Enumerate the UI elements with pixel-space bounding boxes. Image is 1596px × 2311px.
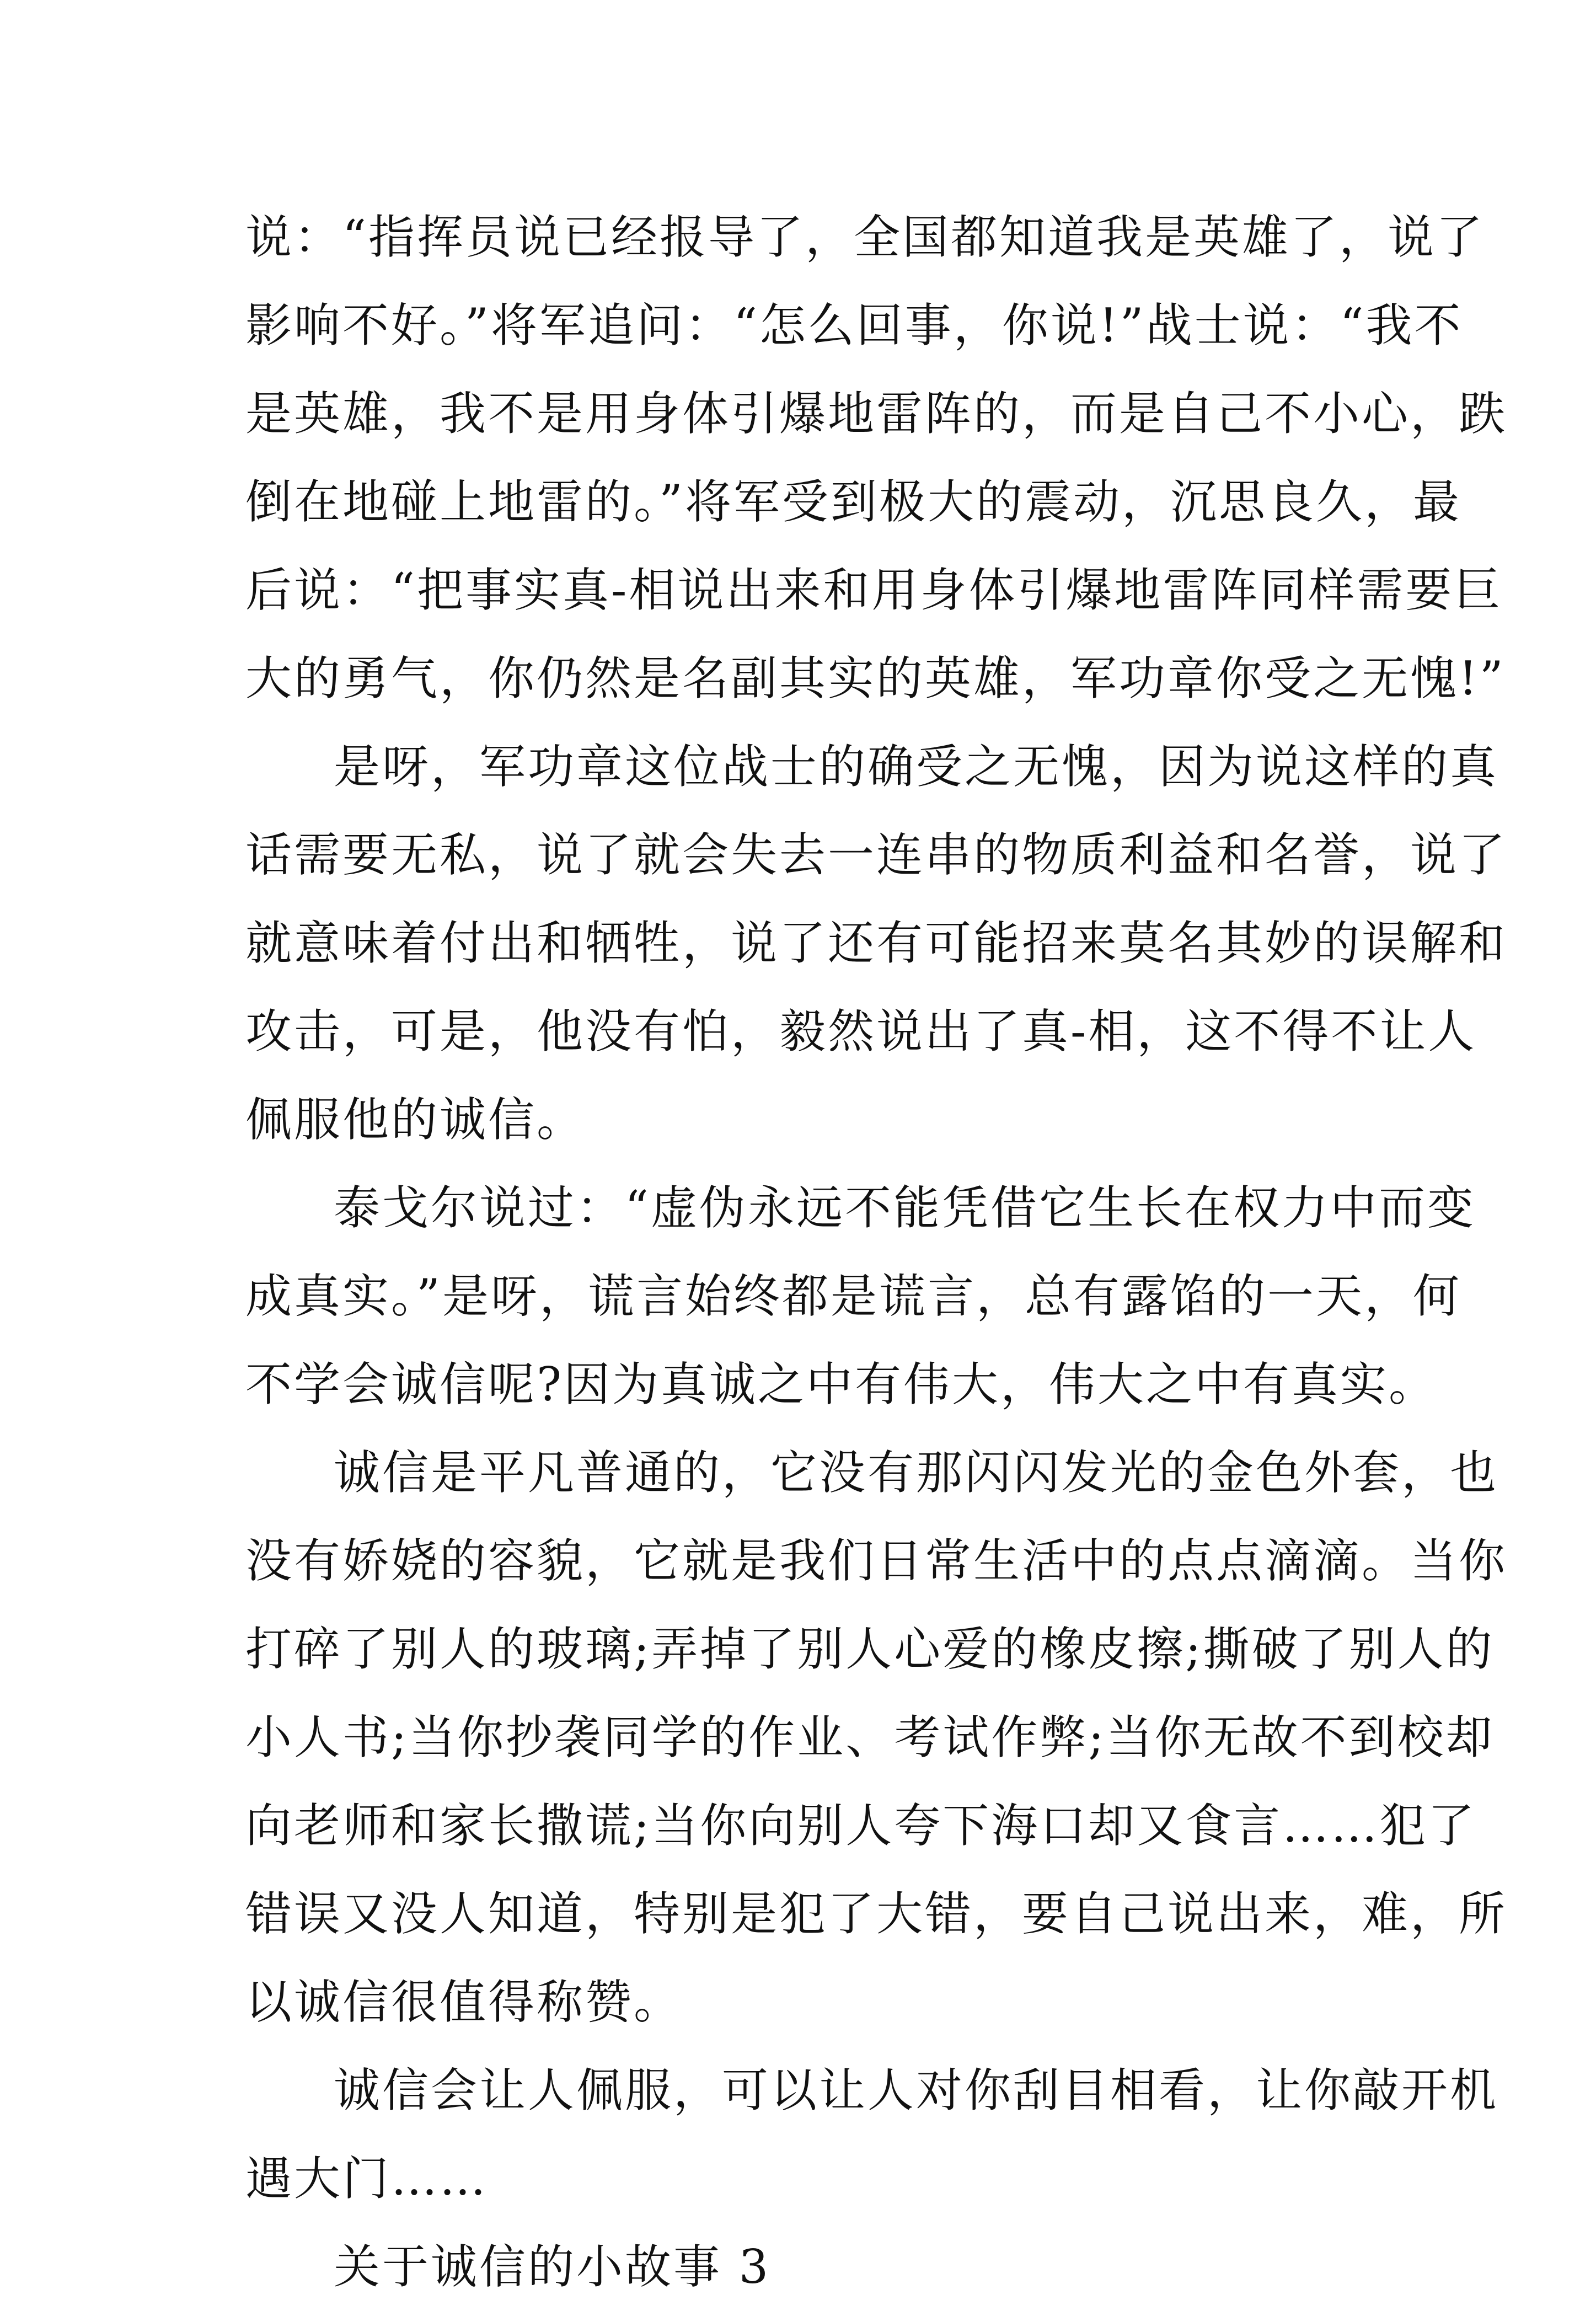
text-line: 向老师和家长撒谎;当你向别人夸下海口却又食言……犯了 — [245, 1799, 1477, 1853]
paragraph-first-line: 诚信是平凡普通的，它没有那闪闪发光的金色外套，也 — [334, 1446, 1499, 1500]
text-line: 大的勇气，你仍然是名副其实的英雄，军功章你受之无愧!” — [245, 651, 1506, 705]
text-line: 没有娇娆的容貌，它就是我们日常生活中的点点滴滴。当你 — [245, 1534, 1508, 1588]
text-line: 不学会诚信呢?因为真诚之中有伟大，伟大之中有真实。 — [245, 1357, 1438, 1411]
text-line: 说：“指挥员说已经报导了，全国都知道我是英雄了，说了 — [245, 210, 1485, 264]
text-line: 后说：“把事实真-相说出来和用身体引爆地雷阵同样需要巨 — [245, 563, 1503, 617]
text-line: 就意味着付出和牺牲，说了还有可能招来莫名其妙的误解和 — [245, 916, 1508, 970]
text-line: 以诚信很值得称赞。 — [245, 1975, 683, 2029]
text-line: 错误又没人知道，特别是犯了大错，要自己说出来，难，所 — [245, 1887, 1508, 1941]
text-line: 遇大门…… — [245, 2152, 489, 2206]
paragraph-first-line: 泰戈尔说过：“虚伪永远不能凭借它生长在权力中而变 — [334, 1181, 1476, 1235]
text-line: 是英雄，我不是用身体引爆地雷阵的，而是自己不小心，跌 — [245, 387, 1508, 441]
text-line: 小人书;当你抄袭同学的作业、考试作弊;当你无故不到校却 — [245, 1710, 1495, 1764]
text-line: 打碎了别人的玻璃;弄掉了别人心爱的橡皮擦;撕破了别人的 — [245, 1622, 1495, 1676]
text-line: 话需要无私，说了就会失去一连串的物质利益和名誉，说了 — [245, 828, 1508, 882]
text-line: 影响不好。”将军追问：“怎么回事，你说!”战士说：“我不 — [245, 298, 1463, 352]
text-line: 攻击，可是，他没有怕，毅然说出了真-相，这不得不让人 — [245, 1004, 1477, 1058]
paragraph-first-line: 是呀，军功章这位战士的确受之无愧，因为说这样的真 — [334, 740, 1499, 794]
text-line: 成真实。”是呀，谎言始终都是谎言，总有露馅的一天，何 — [245, 1269, 1461, 1323]
section-heading: 关于诚信的小故事 3 — [334, 2240, 771, 2294]
paragraph-first-line: 诚信会让人佩服，可以让人对你刮目相看，让你敲开机 — [334, 2063, 1499, 2117]
document-body — [245, 193, 1508, 2311]
text-line: 佩服他的诚信。 — [245, 1093, 586, 1147]
text-line: 倒在地碰上地雷的。”将军受到极大的震动，沉思良久，最 — [245, 475, 1461, 529]
